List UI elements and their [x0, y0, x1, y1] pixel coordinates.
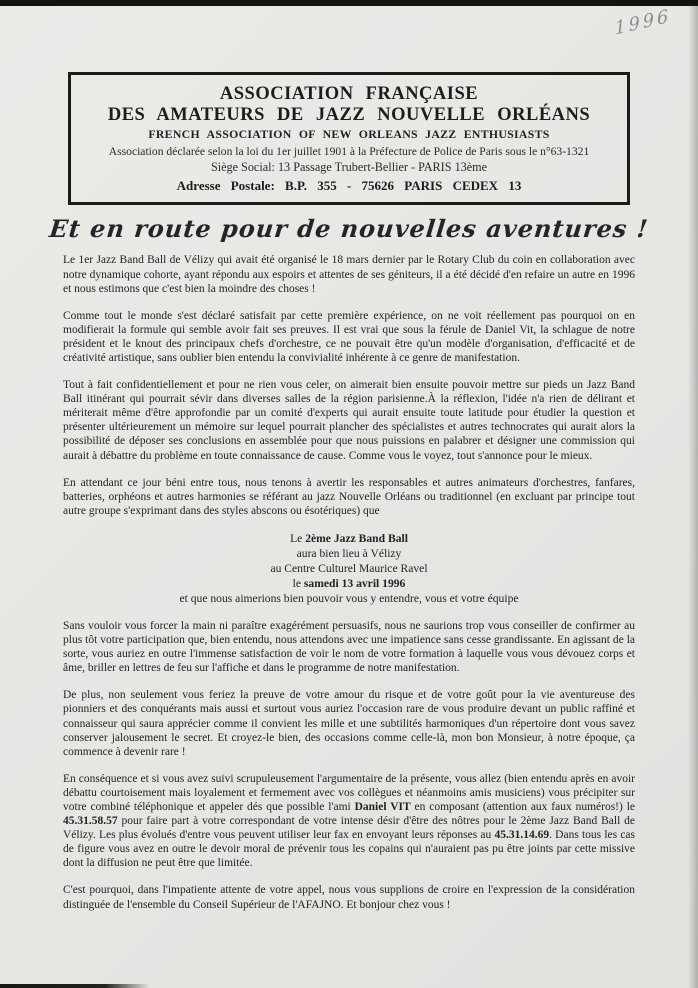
association-siege-social: Siège Social: 13 Passage Trubert-Bellier - PARIS 13ème: [210, 160, 488, 175]
paragraph-1: Le 1er Jazz Band Ball de Vélizy qui avait été organisé le 18 mars dernier par le Rotary Club du coin en collaboration avec notre dynamique cohorte, ayant répondu aux espoirs et attentes de ses géniteurs, il a été décidé d'en refaire un autre en 1996 et nous estimons que c'est bien la moindre des choses !: [63, 254, 635, 295]
association-declaration: Association déclarée selon la loi du 1er juillet 1901 à la Préfecture de Police de Paris sous le n°63-1321: [108, 145, 590, 159]
association-adresse-postale: Adresse Postale: B.P. 355 - 75626 PARIS CEDEX 13: [176, 178, 522, 194]
paragraph-5: Sans vouloir vous forcer la main ni paraître exagérément persuasifs, nous ne saurions trop vous conseiller de confirmer au plus tôt votre participation que, bien entendu, nous attendons avec une impatience sans cesse grandissante. En agissant de la sorte, vous auriez en outre l'immense satisfaction de voir le nom de votre formation à laquelle vous vous dévouez corps et âme, briller en lettres de feu sur l'affiche et dans le programme de notre manifestation.: [63, 619, 635, 675]
event-line-invite: et que nous aimerions bien pouvoir vous y entendre, vous et votre équipe: [179, 591, 519, 605]
paragraph-4: En attendant ce jour béni entre tous, nous tenons à avertir les responsables et autres animateurs d'orchestres, fanfares, batteries, orphéons et autres harmonies se référant au jazz Nouvelle Orléans ou traditionnel (en excluant par principe tout autre groupe s'exprimant dans des styles abscons ou ésotériques) que: [63, 476, 635, 517]
event-line-place: aura bien lieu à Vélizy: [296, 546, 402, 560]
bottom-edge-artifact: [0, 984, 150, 988]
event-announcement: [63, 531, 635, 606]
letter-body: [63, 253, 635, 911]
paragraph-7: En conséquence et si vous avez suivi scrupuleusement l'argumentaire de la présente, vous allez (bien entendu après en avoir débattu courtoisement mais loyalement et fermement avec vos collègues et néanmoins amis musiciens) vous précipiter sur votre combiné téléphonique et appeler dés que possible l'ami Daniel VIT en composant (attention aux faux numéros!) le 45.31.58.57 pour faire part à votre correspondant de votre intense désir d'être des nôtres pour le 2ème Jazz Band Ball de Vélizy. Les plus évolués d'entre vous peuvent utiliser leur fax en envoyant leurs réponses au 45.31.14.69. Dans tous les cas de figure vous avez en outre le devoir moral de prévenir tous les copains qui n'auraient pas pu être joints par cette missive dont la diffusion ne peut être que limitée.: [63, 772, 636, 870]
letterhead-box: [68, 72, 630, 205]
association-title-en: FRENCH ASSOCIATION OF NEW ORLEANS JAZZ ENTHUSIASTS: [148, 127, 550, 142]
paragraph-8: C'est pourquoi, dans l'impatiente attente de votre appel, nous vous supplions de croire en l'expression de la considération distinguée de l'ensemble du Conseil Supérieur de l'AFAJNO. Et bonjour chez vous !: [63, 884, 635, 911]
event-line-title: Le 2ème Jazz Band Ball: [290, 531, 408, 545]
script-headline: Et en route pour de nouvelles aventures !: [48, 214, 650, 244]
handwritten-year-note: 1996: [614, 5, 673, 40]
paragraph-3: Tout à fait confidentiellement et pour ne rien vous celer, on aimerait bien ensuite pouvoir mettre sur pieds un Jazz Band Ball itinérant qui pourrait sévir dans diverses salles de la région parisienne.À la réflexion, l'idée n'a rien de délirant et mériterait même d'être approfondie par un comité d'experts qui aurait ensuite toute latitude pour étudier la question et présenter ultérieurement un mémoire sur lequel pourrait plancher des spécialistes et autres technocrates qui aurait alors la possibilité de déposer ses conclusions en assemblée pour que nous puissions en palabrer et désigner une commission qui aurait à débattre du problème en toute connaissance de cause. Comme vous le voyez, tout s'annonce pour le mieux.: [63, 379, 635, 462]
paper: [0, 6, 698, 988]
association-title-fr-line1: ASSOCIATION FRANÇAISE: [219, 84, 479, 104]
event-line-venue: au Centre Culturel Maurice Ravel: [270, 561, 428, 575]
association-title-fr-line2: DES AMATEURS DE JAZZ NOUVELLE ORLÉANS: [107, 104, 591, 125]
paragraph-2: Comme tout le monde s'est déclaré satisfait par cette première expérience, on ne voit réellement pas pourquoi on en modifierait la formule qui semble avoir fait ses preuves. Il est vrai que sous la férule de Daniel Vit, la schlague de notre président et le knout des principaux chefs d'orchestre, ce ne pouvait être qu'un modèle d'organisation, d'efficacité et de créativité artistique, sans oublier bien entendu la convivialité inhérente à ce genre de manifestation.: [63, 309, 635, 364]
paragraph-6: De plus, non seulement vous feriez la preuve de votre amour du risque et de votre goût pour la vie aventureuse des pionniers et des conquérants mais aussi et surtout vous auriez l'occasion rare de vous produire devant un public raffiné et connaisseur qui saura apprécier comme il convient les mille et une subtilités harmoniques d'un répertoire dont vous savez conserver jalousement le secret. Et croyez-le bien, des occasions comme celle-là, mon bon Monsieur, à notre époque, ça commence à devenir rare !: [63, 689, 635, 758]
event-line-date: le samedi 13 avril 1996: [292, 576, 406, 590]
paper-edge-shadow: [688, 6, 698, 988]
